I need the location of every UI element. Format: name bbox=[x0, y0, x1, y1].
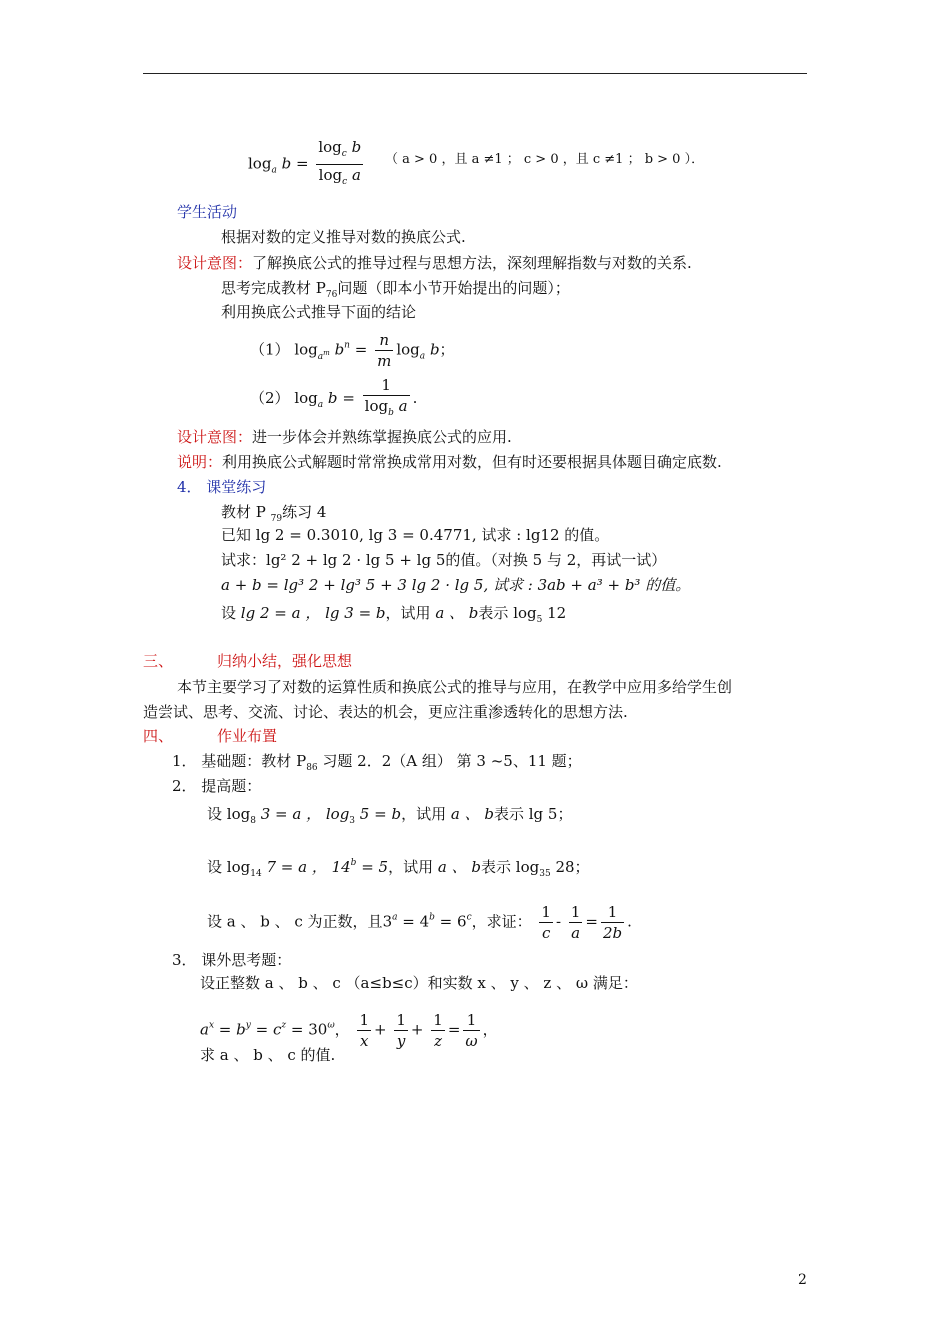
h1-sub2: 3 bbox=[349, 816, 356, 826]
arg: b bbox=[334, 340, 345, 359]
ex5-express: 表示 bbox=[478, 604, 509, 622]
design-intent-label: 设计意图： bbox=[177, 428, 253, 446]
plus: + bbox=[410, 1020, 424, 1039]
fraction bbox=[363, 375, 410, 423]
num: 1 bbox=[463, 1010, 479, 1031]
t2-b: = b bbox=[214, 1020, 246, 1039]
h3-three: 3 bbox=[382, 912, 393, 931]
explanation-text: 利用换底公式解题时常常换成常用对数，但有时还要根据具体题目确定底数. bbox=[222, 453, 722, 471]
h2-use: ，试用 bbox=[388, 858, 434, 876]
design-intent-label: 设计意图： bbox=[177, 254, 253, 272]
t2-frac-z bbox=[431, 1010, 445, 1051]
den-log: log bbox=[318, 166, 343, 184]
den: z bbox=[434, 1032, 442, 1050]
header-rule bbox=[143, 73, 807, 74]
think-problem-1: 设正整数 a 、 b 、 c （a≤b≤c）和实数 x 、 y 、 z 、 ω 满足： bbox=[200, 974, 638, 992]
den-sub: b bbox=[388, 408, 394, 418]
h3-sup-b: b bbox=[429, 912, 435, 923]
num-sub: c bbox=[341, 149, 347, 159]
h3-frac-1 bbox=[539, 902, 553, 943]
base-sub: a bbox=[271, 165, 277, 176]
practice-ex5 bbox=[221, 603, 566, 630]
summary-para-2: 造尝试、思考、交流、讨论、表达的机会，更应注重渗透转化的思想方法. bbox=[143, 703, 628, 721]
base-exp: m bbox=[323, 348, 330, 357]
h3-frac-3 bbox=[601, 902, 624, 943]
den: a bbox=[571, 924, 581, 942]
h3-four: = 4 bbox=[397, 912, 430, 931]
homework-problem-3 bbox=[207, 902, 632, 943]
think-text: 思考完成教材 P bbox=[221, 279, 326, 297]
hw1-text: 1． 基础题：教材 P bbox=[172, 752, 307, 770]
den-arg: a bbox=[398, 397, 408, 415]
ex3-label: 试求： bbox=[221, 551, 267, 569]
explanation bbox=[177, 452, 722, 472]
ex5-arg: 12 bbox=[542, 604, 567, 622]
ex3-rest: 的值。（对换 5 与 2，再试一试） bbox=[445, 551, 667, 569]
practice-ex3 bbox=[221, 550, 666, 570]
practice-ex2: 已知 lg 2 = 0.3010, lg 3 = 0.4771, 试求 : lg12 的值。 bbox=[221, 526, 610, 544]
design-intent-1 bbox=[177, 253, 692, 273]
h1-set: 设 bbox=[207, 805, 223, 823]
ex5-use: ，试用 bbox=[385, 604, 431, 622]
ex5-set: 设 bbox=[221, 604, 237, 622]
end: ； bbox=[439, 340, 455, 359]
ex4-text: a + b = lg³ 2 + lg³ 5 + 3 lg 2 · lg 5, 试求 : 3ab + a³ + b³ 的值。 bbox=[221, 576, 691, 594]
num: 1 bbox=[396, 1011, 406, 1029]
base: a bbox=[317, 400, 324, 410]
h1-log: log bbox=[226, 805, 251, 823]
minus: - bbox=[555, 912, 562, 931]
conclusion-1 bbox=[250, 330, 455, 371]
h1-express: 表示 bbox=[493, 805, 524, 823]
hw1-rest: 习题 2．2（A 组） 第 3 ~5、11 题； bbox=[317, 752, 582, 770]
ex5-log: log bbox=[513, 604, 537, 622]
equals: = bbox=[354, 340, 368, 359]
t2-comma: ， bbox=[334, 1020, 350, 1039]
design-intent-text: 进一步体会并熟练掌握换底公式的应用. bbox=[252, 428, 512, 446]
h3-prove: ，求证： bbox=[471, 912, 532, 931]
h2-express: 表示 bbox=[480, 858, 511, 876]
rhs-arg: b bbox=[429, 340, 440, 359]
h1-vars: a 、 b bbox=[450, 805, 494, 823]
ex5-sub: 5 bbox=[536, 615, 543, 625]
h1-use: ，试用 bbox=[401, 805, 447, 823]
homework-item-2: 2． 提高题： bbox=[172, 777, 262, 795]
section-3-heading bbox=[143, 651, 352, 671]
ex1-rest: 练习 4 bbox=[282, 503, 327, 521]
section-title: 作业布置 bbox=[217, 727, 278, 745]
equals: = bbox=[447, 1020, 461, 1039]
den: ω bbox=[465, 1032, 478, 1050]
num: 1 bbox=[541, 903, 551, 921]
hw1-sub: 86 bbox=[306, 763, 318, 773]
den: c bbox=[541, 924, 551, 942]
arg-exp: n bbox=[344, 340, 350, 351]
h2-vars: a 、 b bbox=[437, 858, 481, 876]
h2-sub2: 35 bbox=[539, 869, 551, 879]
log-text: log bbox=[294, 389, 318, 407]
t2-sy: y bbox=[245, 1020, 251, 1031]
h2-eq5: = 5 bbox=[356, 858, 389, 876]
ex5-vars: a 、 b bbox=[435, 604, 479, 622]
h1-sub1: 8 bbox=[250, 816, 256, 826]
homework-problem-1 bbox=[207, 804, 572, 831]
ex3-expr: lg² 2 + lg 2 · lg 5 + lg 5 bbox=[266, 551, 446, 569]
think-problem-3: 求 a 、 b 、 c 的值. bbox=[200, 1046, 336, 1064]
practice-heading: 4． 课堂练习 bbox=[177, 478, 267, 496]
formula-condition: （ a > 0 ，且 a ≠1 ； c > 0 ，且 c ≠1 ； b > 0 ）． bbox=[385, 152, 705, 167]
log-text: log bbox=[294, 340, 318, 359]
num: 1 bbox=[601, 902, 624, 923]
section-4-heading bbox=[143, 726, 277, 746]
t2-frac-x bbox=[357, 1010, 371, 1051]
think-rest: 问题（即本小节开始提出的问题）； bbox=[337, 279, 570, 297]
design-intent-2 bbox=[177, 427, 512, 447]
t2-sw: ω bbox=[327, 1020, 335, 1031]
derive-line: 利用换底公式推导下面的结论 bbox=[221, 303, 417, 321]
homework-problem-2 bbox=[207, 853, 590, 884]
period: . bbox=[627, 912, 632, 931]
h1-target: lg 5 bbox=[528, 805, 558, 823]
log-text: log bbox=[248, 154, 272, 173]
num: 1 bbox=[359, 1011, 369, 1029]
equals: = bbox=[342, 389, 355, 407]
arg: b bbox=[327, 389, 338, 407]
item-label: （1） bbox=[250, 340, 290, 359]
h2-arg: 28 bbox=[550, 858, 575, 876]
fraction bbox=[316, 137, 363, 192]
h2-sub1: 14 bbox=[250, 869, 262, 879]
explanation-label: 说明： bbox=[177, 453, 223, 471]
fraction bbox=[375, 330, 393, 371]
t2-30: = 30 bbox=[286, 1020, 328, 1039]
section-number: 三、 bbox=[143, 652, 174, 670]
end: . bbox=[412, 389, 418, 407]
section-number: 四、 bbox=[143, 727, 174, 745]
equals: = bbox=[295, 154, 309, 173]
change-of-base-formula bbox=[248, 137, 366, 192]
h1-semicolon: ； bbox=[557, 805, 573, 823]
h3-sup-a: a bbox=[392, 912, 398, 923]
num-arg: b bbox=[351, 138, 362, 156]
t2-end: ， bbox=[482, 1020, 498, 1039]
rhs-sub: a bbox=[419, 351, 426, 362]
t2-a: a bbox=[200, 1020, 209, 1039]
think-sub: 76 bbox=[325, 290, 338, 300]
item-label: （2） bbox=[250, 389, 290, 407]
t2-frac-y bbox=[394, 1010, 408, 1051]
student-activity-heading: 学生活动 bbox=[177, 203, 238, 221]
num: 1 bbox=[363, 375, 410, 396]
homework-item-3: 3． 课外思考题： bbox=[172, 951, 292, 969]
plus: + bbox=[374, 1020, 387, 1039]
t2-sx: x bbox=[208, 1020, 215, 1031]
page-number: 2 bbox=[798, 1272, 807, 1288]
t2-c: = c bbox=[250, 1020, 282, 1039]
design-intent-text: 了解换底公式的推导过程与思想方法，深刻理解指数与对数的关系. bbox=[252, 254, 692, 272]
num: n bbox=[375, 330, 393, 351]
h3-set: 设 a 、 b 、 c 为正数，且 bbox=[207, 912, 383, 931]
ex5-given: lg 2 = a ， lg 3 = b bbox=[240, 604, 386, 622]
h1-end-expr: 5 = b bbox=[355, 805, 402, 823]
h2-set: 设 bbox=[207, 858, 223, 876]
den-log: log bbox=[364, 397, 389, 415]
h2-log: log bbox=[226, 858, 251, 876]
summary-para-1: 本节主要学习了对数的运算性质和换底公式的推导与应用，在教学中应用多给学生创 bbox=[177, 678, 733, 696]
h3-six: = 6 bbox=[434, 912, 467, 931]
t2-sz: z bbox=[281, 1020, 287, 1031]
rhs-log: log bbox=[396, 340, 420, 359]
t2-frac-w bbox=[463, 1010, 479, 1051]
h2-mid: 7 = a ， 14 bbox=[261, 858, 351, 876]
think-line bbox=[221, 278, 570, 305]
h1-mid: 3 = a ， log bbox=[255, 805, 350, 823]
den: y bbox=[396, 1032, 406, 1050]
conclusion-2 bbox=[250, 375, 417, 423]
section-title: 归纳小结，强化思想 bbox=[217, 652, 353, 670]
h2-log2: log bbox=[515, 858, 540, 876]
h3-frac-2 bbox=[569, 902, 583, 943]
den-sub: c bbox=[342, 177, 348, 187]
h3-sup-c: c bbox=[466, 912, 472, 923]
h2-semicolon: ； bbox=[574, 858, 590, 876]
den: x bbox=[359, 1032, 369, 1050]
ex1-text: 教材 P bbox=[221, 503, 271, 521]
h2-sup: b bbox=[350, 858, 357, 868]
den: m bbox=[377, 352, 392, 370]
num: 1 bbox=[433, 1011, 443, 1029]
den: 2b bbox=[602, 924, 623, 942]
student-activity-text: 根据对数的定义推导对数的换底公式. bbox=[221, 228, 466, 246]
practice-ex4 bbox=[221, 575, 690, 595]
den-arg: a bbox=[351, 166, 361, 184]
num: 1 bbox=[570, 903, 581, 921]
num-log: log bbox=[318, 138, 342, 156]
equals: = bbox=[585, 912, 598, 931]
homework-item-1 bbox=[172, 751, 582, 778]
ex1-sub: 79 bbox=[270, 514, 283, 524]
arg: b bbox=[281, 154, 292, 173]
base: a bbox=[317, 351, 324, 362]
